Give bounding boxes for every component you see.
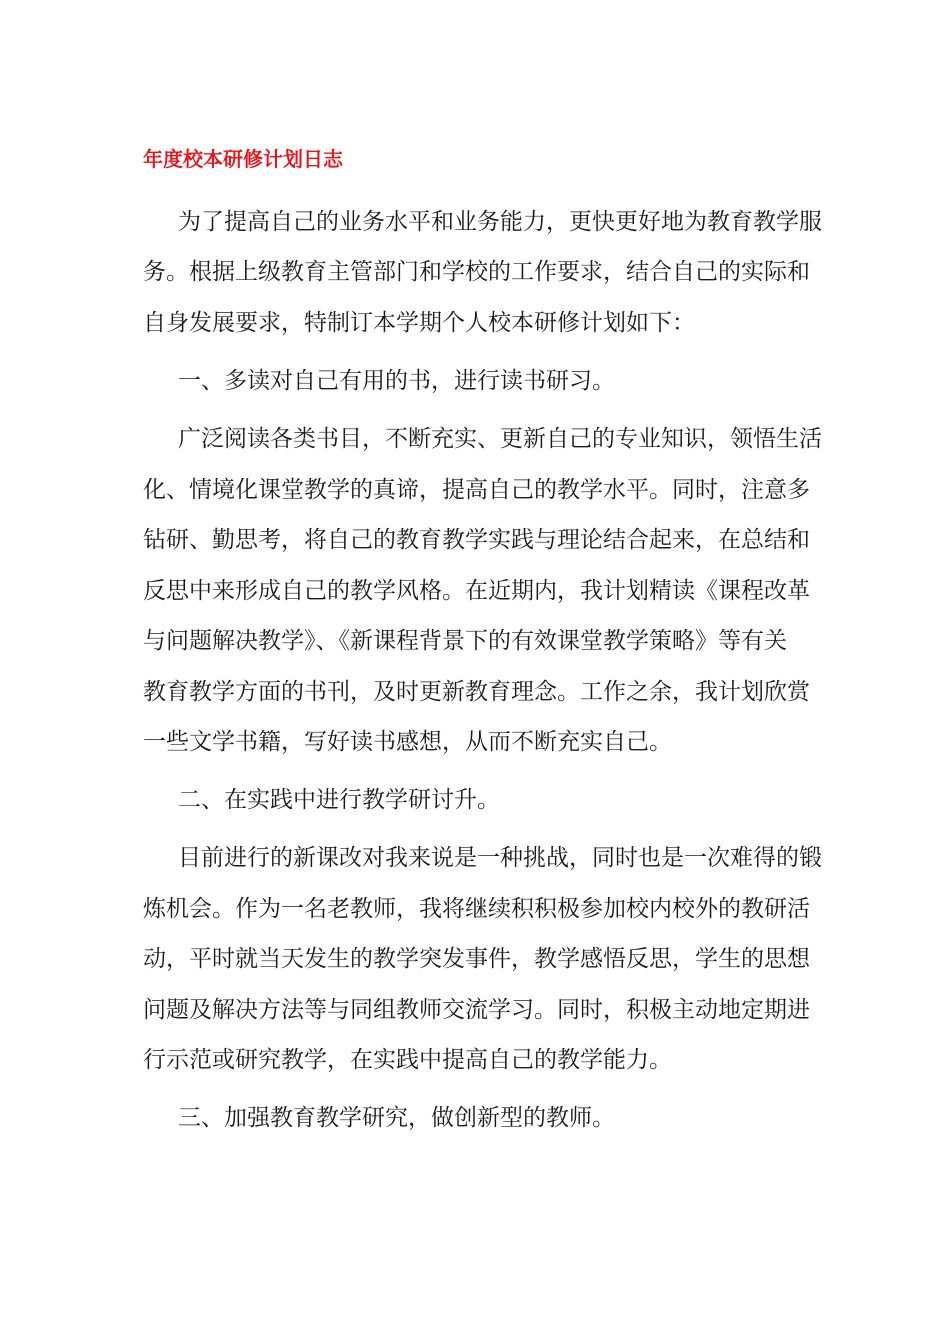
section-heading: 三、加强教育教学研究，做创新型的教师。 <box>178 1105 615 1131</box>
paragraph-line: 反思中来形成自己的教学风格。在近期内，我计划精读《课程改革 <box>143 578 810 604</box>
paragraph-line: 化、情境化课堂教学的真谛，提高自己的教学水平。同时，注意多 <box>143 477 810 503</box>
paragraph-line: 钻研、勤思考，将自己的教育教学实践与理论结合起来，在总结和 <box>143 527 810 553</box>
section-heading: 一、多读对自己有用的书，进行读书研习。 <box>178 368 615 394</box>
section-heading: 二、在实践中进行教学研讨升。 <box>178 787 500 813</box>
paragraph-line: 为了提高自己的业务水平和业务能力，更快更好地为教育教学服 <box>178 209 822 235</box>
paragraph-line: 目前进行的新课改对我来说是一种挑战，同时也是一次难得的锻 <box>178 845 822 871</box>
paragraph-line: 炼机会。作为一名老教师，我将继续积积极参加校内校外的教研活 <box>143 896 810 922</box>
paragraph-line: 教育教学方面的书刊，及时更新教育理念。工作之余，我计划欣赏 <box>143 679 810 705</box>
paragraph-line: 动，平时就当天发生的教学突发事件，教学感悟反思，学生的思想 <box>143 946 810 972</box>
paragraph-line: 广泛阅读各类书目，不断充实、更新自己的专业知识，领悟生活 <box>178 426 822 452</box>
paragraph-line: 自身发展要求，特制订本学期个人校本研修计划如下： <box>143 310 695 336</box>
paragraph-line: 与问题解决教学》、《新课程背景下的有效课堂教学策略》等有关 <box>143 628 787 654</box>
paragraph-line: 行示范或研究教学，在实践中提高自己的教学能力。 <box>143 1047 672 1073</box>
paragraph-line: 问题及解决方法等与同组教师交流学习。同时，积极主动地定期进 <box>143 997 810 1023</box>
document-title: 年度校本研修计划日志 <box>143 147 343 171</box>
paragraph-line: 务。根据上级教育主管部门和学校的工作要求，结合自己的实际和 <box>143 259 810 285</box>
paragraph-line: 一些文学书籍，写好读书感想，从而不断充实自己。 <box>143 729 672 755</box>
